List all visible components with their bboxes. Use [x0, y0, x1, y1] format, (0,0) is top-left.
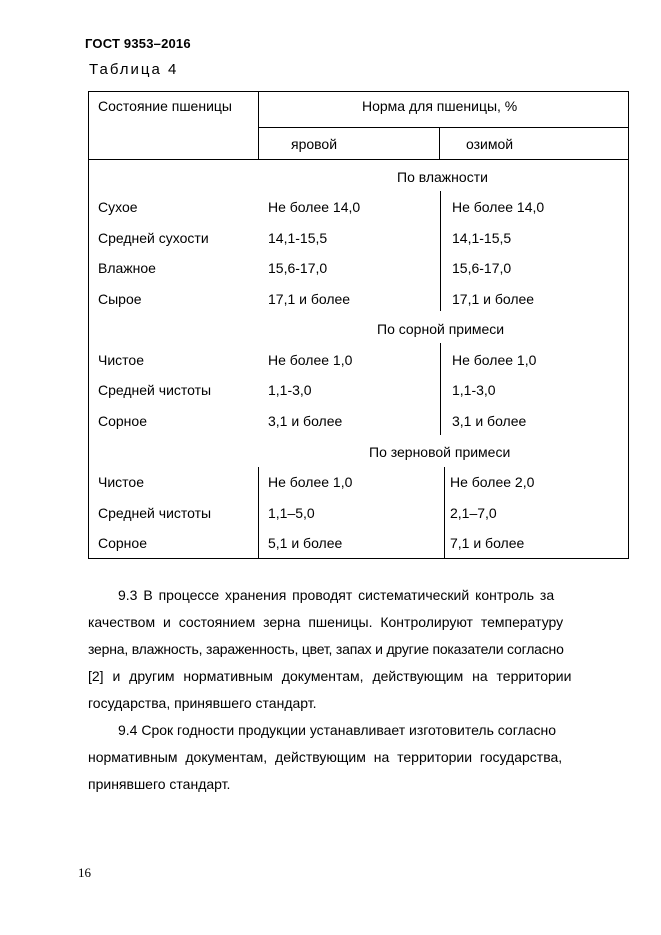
row-state: Средней сухости [98, 230, 209, 246]
section-title: По зерновой примеси [369, 444, 511, 460]
paragraph-9-3-line: зерна, влажность, зараженность, цвет, запах и другие показатели согласно [88, 641, 564, 657]
table-caption: Таблица 4 [89, 61, 179, 78]
paragraph-9-3-line: 9.3 В процессе хранения проводят систематический контроль за [118, 587, 555, 603]
row-winter: 15,6-17,0 [452, 260, 512, 276]
spring-winter-divider-s1 [440, 191, 441, 311]
row-spring: Не более 1,0 [268, 352, 353, 368]
row-spring: 17,1 и более [268, 291, 351, 307]
row-winter: 1,1-3,0 [452, 382, 496, 398]
row-spring: 1,1–5,0 [268, 505, 315, 521]
spring-winter-divider-s2 [440, 343, 441, 435]
row-state: Чистое [98, 352, 144, 368]
row-state: Сухое [98, 199, 138, 215]
paragraph-9-4-line: принявшего стандарт. [88, 776, 231, 792]
header-norm: Норма для пшеницы, % [362, 98, 518, 114]
paragraph-9-3-line: [2] и другим нормативным документам, действующим на территории [88, 668, 572, 684]
paragraph-9-3-line: государства, принявшего стандарт. [88, 695, 317, 711]
row-winter: 2,1–7,0 [450, 505, 497, 521]
section-title: По влажности [397, 169, 488, 185]
row-winter: Не более 2,0 [450, 474, 535, 490]
data-table [88, 91, 629, 559]
row-spring: 5,1 и более [268, 535, 343, 551]
row-state: Влажное [98, 260, 156, 276]
spring-winter-divider-head [439, 127, 440, 159]
row-state: Сорное [98, 535, 147, 551]
row-state: Сырое [98, 291, 142, 307]
row-winter: Не более 1,0 [452, 352, 537, 368]
state-column-divider-body [258, 467, 259, 559]
row-state: Сорное [98, 413, 147, 429]
page-number: 16 [78, 865, 91, 880]
header-split-line [258, 127, 629, 128]
row-state: Средней чистоты [98, 382, 212, 398]
header-bottom-line [88, 159, 629, 160]
row-spring: 3,1 и более [268, 413, 343, 429]
paragraph-9-4-line: 9.4 Срок годности продукции устанавливает изготовитель согласно [118, 722, 556, 738]
spring-winter-divider-s3 [444, 467, 445, 559]
row-winter: 17,1 и более [452, 291, 535, 307]
row-spring: Не более 1,0 [268, 474, 353, 490]
row-state: Средней чистоты [98, 505, 212, 521]
section-title: По сорной примеси [377, 321, 505, 337]
header-winter: озимой [466, 136, 514, 152]
header-state: Состояние пшеницы [98, 98, 232, 114]
row-winter: 7,1 и более [450, 535, 525, 551]
paragraph-9-3-line: качеством и состоянием зерна пшеницы. Контролируют температуру [88, 614, 564, 630]
row-spring: Не более 14,0 [268, 199, 361, 215]
document-code: ГОСТ 9353–2016 [85, 36, 191, 51]
state-column-divider-head [258, 91, 259, 159]
row-state: Чистое [98, 474, 144, 490]
row-spring: 14,1-15,5 [268, 230, 328, 246]
row-winter: Не более 14,0 [452, 199, 545, 215]
row-winter: 3,1 и более [452, 413, 527, 429]
header-spring: яровой [291, 136, 338, 152]
paragraph-9-4-line: нормативным документам, действующим на территории государства, [88, 749, 563, 765]
row-spring: 1,1-3,0 [268, 382, 312, 398]
row-spring: 15,6-17,0 [268, 260, 328, 276]
row-winter: 14,1-15,5 [452, 230, 512, 246]
